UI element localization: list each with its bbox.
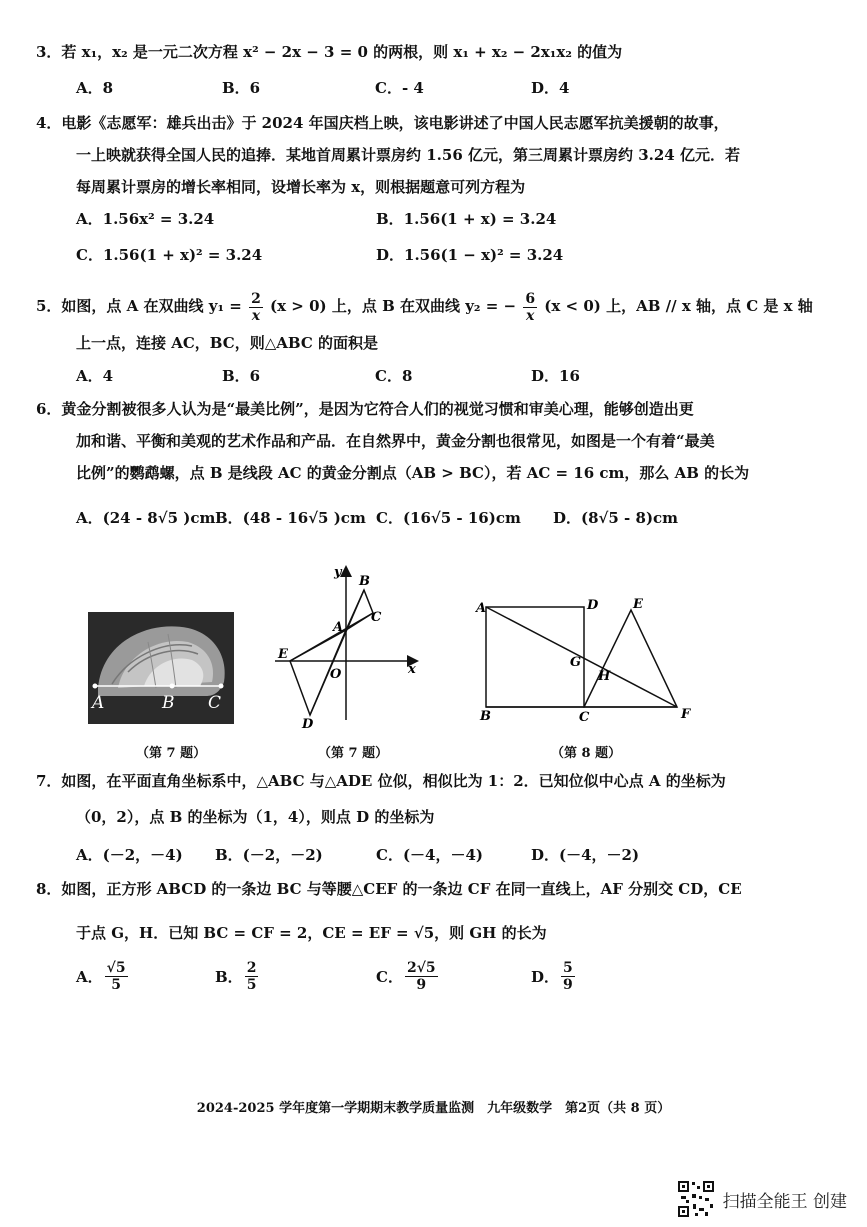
q5-fraction-1-num: 2 [251,290,261,307]
q8-option-c-num: 2√5 [406,960,436,976]
figure-caption-1: （第 7 题） [136,746,207,761]
q8-option-c-label: C． [376,968,403,986]
q8-option-a [76,960,130,993]
q8-option-a-label: A． [76,968,103,986]
q8-option-d-fraction [561,960,575,993]
q4-line-2: 一上映就获得全国人民的追捧．某地首周累计票房约 1.56 亿元，第三周累计票房约 3.24 亿元．若 [76,146,740,164]
q5-mid: (x > 0) 上，点 B 在双曲线 y₂ = − [270,297,517,315]
nautilus-shell-photo [88,612,234,724]
q8-line-1: 8．如图，正方形 ABCD 的一条边 BC 与等腰△CEF 的一条边 CF 在同一直线上，AF 分别交 CD，CE [36,880,742,898]
coord-label-y: y [334,565,342,580]
coord-label-o: O [330,667,342,682]
q5-option-b: B．6 [222,367,261,385]
q3-option-b: B．6 [222,79,261,97]
q8-line-2: 于点 G，H．已知 BC = CF = 2，CE = EF = √5，则 GH 的长为 [76,924,547,942]
square-label-d: D [587,598,599,613]
q5-fraction-2-den: x [526,307,535,324]
q6-line-3: 比例”的鹦鹉螺，点 B 是线段 AC 的黄金分割点（AB > BC），若 AC = 16 cm，那么 AB 的长为 [76,464,750,482]
q8-option-b-den: 5 [246,977,257,993]
q8-option-b-fraction [245,960,259,993]
q5-fraction-1-den: x [251,307,261,324]
coord-label-d: D [302,717,314,730]
q5-option-d: D．16 [531,367,580,385]
figure-caption-2: （第 7 题） [318,746,389,761]
q8-option-a-fraction [105,960,128,993]
q3-option-a: A．8 [76,79,114,97]
q5-pre: 5．如图，点 A 在双曲线 y₁ = [36,297,242,315]
q6-option-d: D．(8√5 - 8)cm [553,509,679,527]
q5-fraction-2-num: 6 [525,290,536,307]
q7-option-c: C．(－4，－4) [376,846,484,864]
q8-option-b-num: 2 [246,960,257,976]
scanner-watermark [677,1180,847,1218]
q7-option-a: A．(－2，－4) [76,846,183,864]
coord-label-e: E [278,647,288,662]
q8-option-d-den: 9 [563,977,573,993]
q7-line-2: （0，2），点 B 的坐标为（1，4），则点 D 的坐标为 [76,808,435,826]
qr-code-icon [677,1180,715,1218]
q5-fraction-2 [523,291,537,324]
q5-option-a: A．4 [76,367,114,385]
q6-line-1: 6．黄金分割被很多人认为是“最美比例”，是因为它符合人们的视觉习惯和审美心理，能够创造出更 [36,400,694,418]
q8-option-a-den: 5 [111,977,121,993]
coord-label-a: A [333,620,344,635]
q8-option-d-num: 5 [563,960,573,976]
q7-option-b: B．(－2，－2) [215,846,323,864]
q4-option-a: A．1.56x² = 3.24 [76,210,215,228]
coord-label-c: C [371,610,382,625]
q8-option-c [376,960,440,993]
scanner-watermark-text: 扫描全能王 创建 [722,1191,847,1212]
q4-line-1: 4．电影《志愿军：雄兵出击》于 2024 年国庆档上映，该电影讲述了中国人民志愿军抗美援朝的故事， [36,114,729,132]
page-footer: 2024-2025 学年度第一学期期末教学质量监测 九年级数学 第2页（共 8 页） [196,1101,671,1116]
square-label-b: B [480,709,491,724]
q8-option-d-label: D． [531,968,560,986]
shell-label-c: C [208,693,222,713]
q5-line-1 [36,287,813,325]
q8-option-b [215,960,260,993]
q7-option-d: D．(－4，－2) [531,846,640,864]
q6-option-c: C．(16√5 - 16)cm [376,509,521,527]
coordinate-figure [270,560,430,730]
q7-line-1: 7．如图，在平面直角坐标系中，△ABC 与△ADE 位似，相似比为 1：2．已知位似中心点 A 的坐标为 [36,772,726,790]
q5-fraction-1 [249,291,263,324]
square-label-h: H [598,669,611,684]
q5-post: (x < 0) 上，AB // x 轴，点 C 是 x 轴 [544,297,813,315]
q3-option-c: C．- 4 [375,79,424,97]
q6-option-a: A．(24 - 8√5 )cm [76,509,216,527]
q8-option-b-label: B． [215,968,243,986]
q5-option-c: C．8 [375,367,413,385]
q4-line-3: 每周累计票房的增长率相同，设增长率为 x，则根据题意可列方程为 [76,178,526,196]
q3-option-d: D．4 [531,79,570,97]
q6-line-2: 加和谐、平衡和美观的艺术作品和产品．在自然界中，黄金分割也很常见，如图是一个有着“最美 [76,432,715,450]
q4-option-d: D．1.56(1 − x)² = 3.24 [376,246,564,264]
square-label-c: C [579,710,590,725]
square-label-f: F [681,707,691,722]
square-triangle-figure [470,594,700,734]
q4-option-c: C．1.56(1 + x)² = 3.24 [76,246,263,264]
square-label-g: G [570,655,582,670]
square-label-a: A [476,601,487,616]
q5-line-2: 上一点，连接 AC，BC，则△ABC 的面积是 [76,334,378,352]
q8-option-a-num: √5 [106,960,126,976]
q8-option-d [531,960,577,993]
q6-option-b: B．(48 - 16√5 )cm [215,509,366,527]
shell-label-a: A [92,693,105,713]
shell-label-b: B [162,693,175,713]
q4-option-b: B．1.56(1 + x) = 3.24 [376,210,557,228]
coord-label-b: B [359,574,370,589]
square-label-e: E [633,597,643,612]
coord-label-x: x [408,662,416,677]
q8-option-c-fraction [405,960,438,993]
q8-option-c-den: 9 [416,977,427,993]
figure-caption-3: （第 8 题） [551,746,622,761]
q3-stem: 3．若 x₁，x₂ 是一元二次方程 x² − 2x − 3 = 0 的两根，则 x₁ + x₂ − 2x₁x₂ 的值为 [36,43,623,61]
